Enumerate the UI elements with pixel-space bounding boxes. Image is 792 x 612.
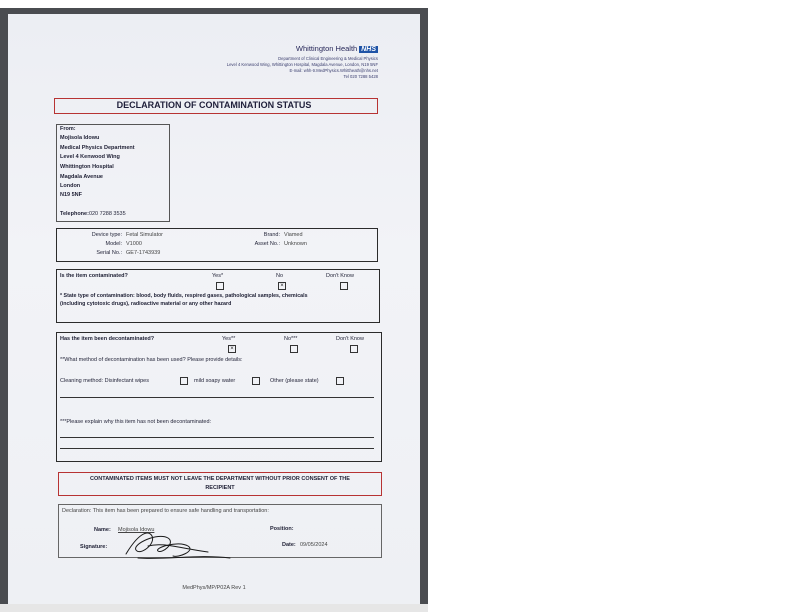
device-asset-value: Unknown <box>284 241 307 247</box>
contamination-note-2: (including cytotoxic drugs), radioactive material or any other hazard <box>60 301 232 307</box>
header-dept: Department of Clinical Engineering & Medical Physics <box>278 56 378 61</box>
contaminated-question: Is the item contaminated? <box>60 273 128 279</box>
handwritten-signature <box>118 524 238 564</box>
from-label: From: <box>60 126 76 132</box>
explain-question: ***Please explain why this item has not been decontaminated: <box>60 419 212 425</box>
explain-line <box>60 448 374 449</box>
declaration-text: Declaration: This item has been prepared to ensure safe handling and transportation: <box>62 508 269 514</box>
decontaminated-dont-know-checkbox[interactable] <box>350 345 358 353</box>
header-address: Level 4 Kenwood Wing, Whittington Hospital, Magdala Avenue, London, N19 5NF <box>226 62 378 67</box>
from-line: London <box>60 183 81 189</box>
header-org <box>296 44 378 53</box>
device-type-label: Device type: <box>91 232 122 238</box>
option-no: No <box>276 273 284 279</box>
other-label: Other (please state) <box>270 378 319 384</box>
date-value: 09/05/2024 <box>300 542 328 548</box>
form-page <box>8 14 420 612</box>
contaminated-yes-checkbox[interactable] <box>216 282 224 290</box>
org-name: Whittington Health <box>295 44 358 53</box>
device-brand-label: Brand: <box>263 232 280 238</box>
from-telephone <box>60 211 126 217</box>
method-line <box>60 397 374 398</box>
other-checkbox[interactable] <box>336 377 344 385</box>
mild-soapy-water-label: mild soapy water <box>194 378 236 384</box>
from-line: Medical Physics Department <box>60 145 135 151</box>
device-model-value: V1000 <box>126 241 142 247</box>
from-line: N19 5NF <box>60 192 83 198</box>
option-yes: Yes** <box>222 336 236 342</box>
option-dont-know: Don't Know <box>336 336 364 342</box>
from-line: Magdala Avenue <box>60 174 103 180</box>
decontaminated-no-checkbox[interactable] <box>290 345 298 353</box>
name-label: Name: <box>94 527 111 533</box>
contaminated-dont-know-checkbox[interactable] <box>340 282 348 290</box>
position-label: Position: <box>270 526 294 532</box>
from-line: Level 4 Kenwood Wing <box>60 154 120 160</box>
decontaminated-yes-checkbox[interactable]: × <box>228 345 236 353</box>
from-line: Whittington Hospital <box>60 164 114 170</box>
bottom-strip <box>0 604 428 612</box>
method-question: **What method of decontamination has been used? Please provide details: <box>60 357 243 363</box>
option-yes: Yes* <box>212 273 224 279</box>
mild-soapy-water-checkbox[interactable] <box>252 377 260 385</box>
device-model-label: Model: <box>105 241 122 247</box>
option-no: No*** <box>284 336 298 342</box>
name-value: Mojisola Idowu <box>118 527 155 533</box>
header-email: E-mail: whh-tr.MedPhysics.Whittheath@nhs.net <box>289 68 378 73</box>
contaminated-no-checkbox[interactable]: × <box>278 282 286 290</box>
option-dont-know: Don't Know <box>326 273 354 279</box>
header-tel: Tel 020 7288 5428 <box>343 74 378 79</box>
from-line: Mojisola Idowu <box>60 135 100 141</box>
cleaning-method-label: Cleaning method: Disinfectant wipes <box>60 378 149 384</box>
telephone-label: Telephone: <box>60 211 89 217</box>
nhs-logo: NHS <box>361 46 376 53</box>
explain-line <box>60 437 374 438</box>
warning-line-2: RECIPIENT <box>205 485 235 491</box>
decontaminated-question: Has the item been decontaminated? <box>60 336 155 342</box>
page-title: DECLARATION OF CONTAMINATION STATUS <box>116 100 312 110</box>
warning-line-1: CONTAMINATED ITEMS MUST NOT LEAVE THE DEPARTMENT WITHOUT PRIOR CONSENT OF THE <box>90 476 350 482</box>
signature-label: Signature: <box>80 544 108 550</box>
telephone-value: 020 7288 3535 <box>88 211 126 217</box>
disinfectant-wipes-checkbox[interactable] <box>180 377 188 385</box>
device-asset-label: Asset No.: <box>254 241 280 247</box>
document-photo <box>0 8 428 612</box>
device-brand-value: Viamed <box>284 232 303 238</box>
device-serial-label: Serial No.: <box>96 250 122 256</box>
contamination-note: * State type of contamination: blood, body fluids, respired gases, pathological samples, chemicals <box>60 293 308 299</box>
device-type-value: Fetal Simulator <box>126 232 163 238</box>
device-serial-value: GE7-1743939 <box>126 250 161 256</box>
date-label: Date: <box>282 542 296 548</box>
form-code: MedPhys/MP/P02A Rev 1 <box>182 585 246 591</box>
